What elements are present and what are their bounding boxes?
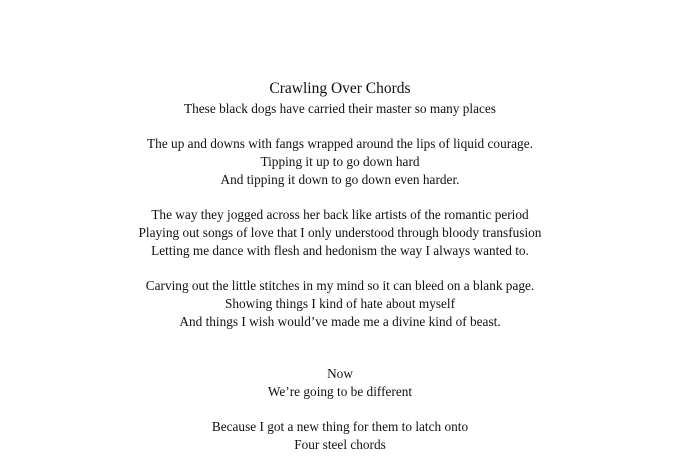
- poem-line: Carving out the little stitches in my mind so it can bleed on a blank page.: [145, 278, 535, 293]
- poem-line: Playing out songs of love that I only understood through bloody transfusion: [138, 225, 542, 240]
- poem-line: The way they jogged across her back like artists of the romantic period: [151, 207, 529, 222]
- poem-line: And tipping it down to go down even harder.: [220, 172, 460, 187]
- poem-line: And things I wish would’ve made me a divine kind of beast.: [179, 314, 501, 329]
- poem-line: Four steel chords: [294, 437, 386, 452]
- poem-line: Tipping it up to go down hard: [260, 154, 420, 169]
- poem-line: Letting me dance with flesh and hedonism the way I always wanted to.: [151, 243, 529, 258]
- poem-line: Now: [327, 366, 353, 381]
- poem-line: Showing things I kind of hate about myself: [224, 296, 456, 311]
- poem-title: Crawling Over Chords: [269, 80, 411, 97]
- poem-line: Because I got a new thing for them to latch onto: [211, 419, 469, 434]
- poem-line: These black dogs have carried their master so many places: [184, 101, 496, 116]
- poem-line: The up and downs with fangs wrapped around the lips of liquid courage.: [147, 136, 533, 151]
- poem-line: We’re going to be different: [267, 384, 413, 399]
